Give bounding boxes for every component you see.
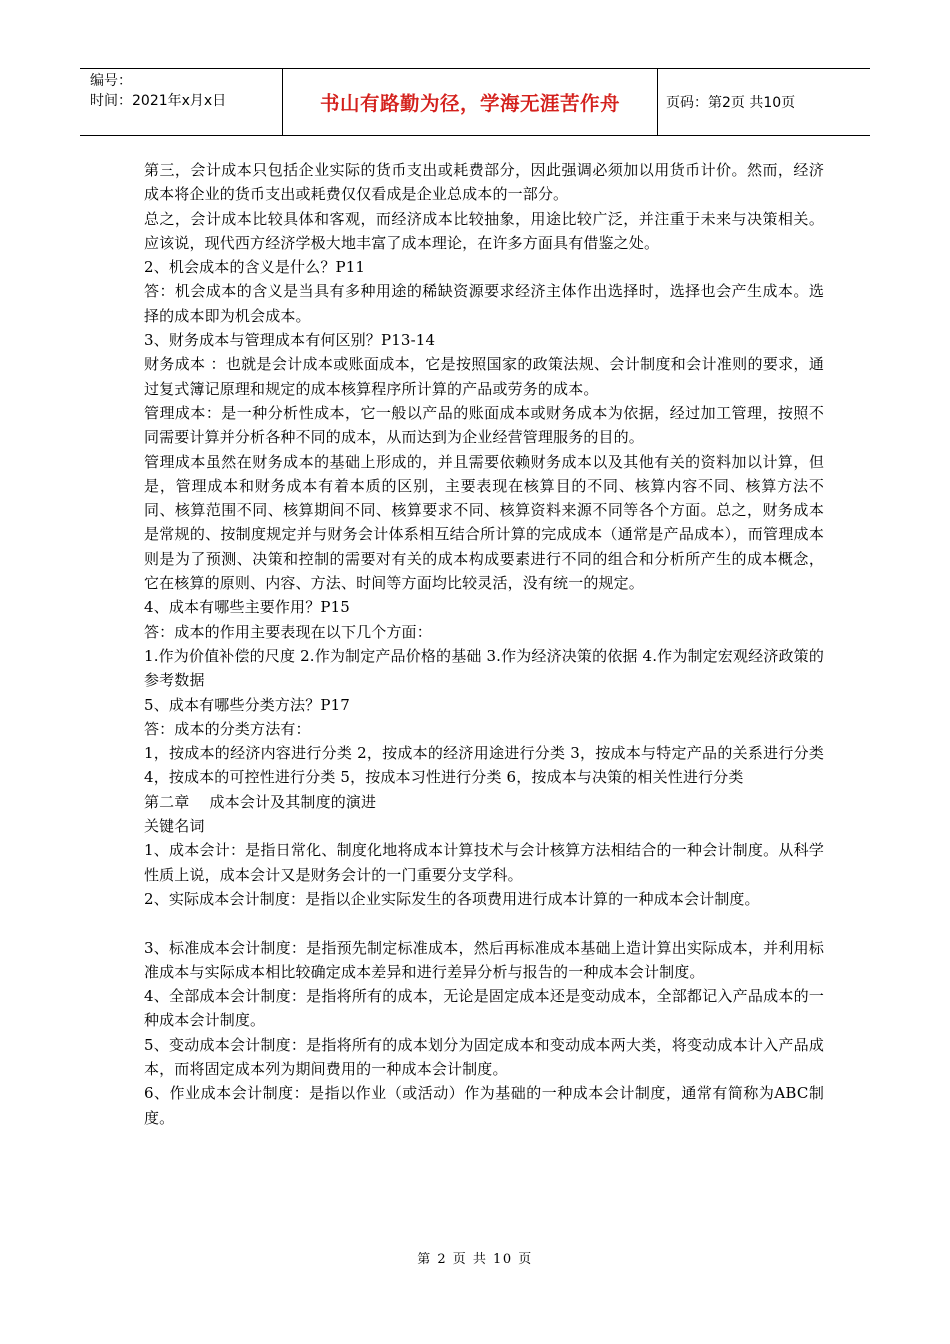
term-definition: 2、实际成本会计制度：是指以企业实际发生的各项费用进行成本计算的一种成本会计制度。 (144, 889, 760, 908)
paragraph: 财务成本 ：也就是会计成本或账面成本，它是按照国家的政策法规、会计制度和会计准则的要求，通过复式簿记原理和规定的成本核算程序所计算的产品或劳务的成本。 (144, 355, 824, 398)
paragraph: 管理成本虽然在财务成本的基础上形成的，并且需要依赖财务成本以及其他有关的资料加以计算，但是，管理成本和财务成本有着本质的区别，主要表现在核算目的不同、核算内容不同、核算方法不同、核算范围不同、核算期间不同、核算要求不同、核算资料来源不同等各个方面。总之，财务成本是常规的、按制度规定并与财务会计体系相互结合所计算的完成成本（通常是产品成本），而管理成本则是为了预测、决策和控制的需要对有关的成本构成要素进行不同的组合和分析所产生的成本概念，它在核算的原则、内容、方法、时间等方面均比较灵活，没有统一的规定。 (144, 452, 824, 593)
paragraph: 答：成本的作用主要表现在以下几个方面： (144, 622, 432, 641)
section-heading: 关键名词 (144, 817, 205, 836)
blank-line (144, 911, 824, 935)
chapter-heading: 第二章 成本会计及其制度的演进 (144, 792, 377, 811)
header-page-info: 页码：第2页 共10页 (666, 95, 796, 111)
term-definition: 1、成本会计：是指日常化、制度化地将成本计算技术与会计核算方法相结合的一种会计制度。从科学性质上说，成本会计又是财务会计的一门重要分支学科。 (144, 841, 824, 884)
paragraph: 第三，会计成本只包括企业实际的货币支出或耗费部分，因此强调必须加以用货币计价。然而，经济成本将企业的货币支出或耗费仅仅看成是企业总成本的一部分。 (144, 161, 824, 204)
paragraph: 总之，会计成本比较具体和客观，而经济成本比较抽象，用途比较广泛，并注重于未来与决策相关。应该说，现代西方经济学极大地丰富了成本理论，在许多方面具有借鉴之处。 (144, 209, 824, 252)
header-motto: 书山有路勤为径，学海无涯苦作舟 (282, 69, 658, 135)
term-definition: 3、标准成本会计制度：是指预先制定标准成本，然后再标准成本基础上造计算出实际成本，并利用标准成本与实际成本相比较确定成本差异和进行差异分析与报告的一种成本会计制度。 (144, 938, 824, 981)
question-heading: 4、成本有哪些主要作用？P15 (144, 598, 350, 617)
document-number-label: 编号： (90, 73, 132, 89)
term-definition: 5、变动成本会计制度：是指将所有的成本划分为固定成本和变动成本两大类，将变动成本计入产品成本，而将固定成本列为期间费用的一种成本会计制度。 (144, 1035, 824, 1078)
paragraph: 答：成本的分类方法有： (144, 719, 311, 738)
page-header (80, 68, 870, 136)
question-heading: 2、机会成本的含义是什么？P11 (144, 258, 366, 277)
header-meta (80, 69, 282, 135)
term-definition: 6、作业成本会计制度：是指以作业（或活动）作为基础的一种成本会计制度，通常有简称为ABC制度。 (144, 1084, 824, 1127)
page-footer: 第 2 页 共 10 页 (417, 1252, 533, 1267)
paragraph: 1.作为价值补偿的尺度 2.作为制定产品价格的基础 3.作为经济决策的依据 4.作为制定宏观经济政策的参考数据 (144, 646, 824, 690)
term-definition: 4、全部成本会计制度：是指将所有的成本，无论是固定成本还是变动成本，全部都记入产品成本的一种成本会计制度。 (144, 987, 824, 1030)
paragraph: 1，按成本的经济内容进行分类 2，按成本的经济用途进行分类 3，按成本与特定产品的关系进行分类 4，按成本的可控性进行分类 5，按成本习性进行分类 6，按成本与决策的相关性进行分类 (144, 744, 824, 787)
question-heading: 3、财务成本与管理成本有何区别？P13-14 (144, 331, 436, 350)
document-body (144, 158, 824, 1130)
document-date-label: 时间：2021年x月x日 (90, 93, 227, 109)
question-heading: 5、成本有哪些分类方法？P17 (144, 695, 350, 714)
paragraph: 答：机会成本的含义是当具有多种用途的稀缺资源要求经济主体作出选择时，选择也会产生成本。选择的成本即为机会成本。 (144, 282, 824, 325)
paragraph: 管理成本：是一种分析性成本，它一般以产品的账面成本或财务成本为依据，经过加工管理，按照不同需要计算并分析各种不同的成本，从而达到为企业经营管理服务的目的。 (144, 403, 824, 447)
